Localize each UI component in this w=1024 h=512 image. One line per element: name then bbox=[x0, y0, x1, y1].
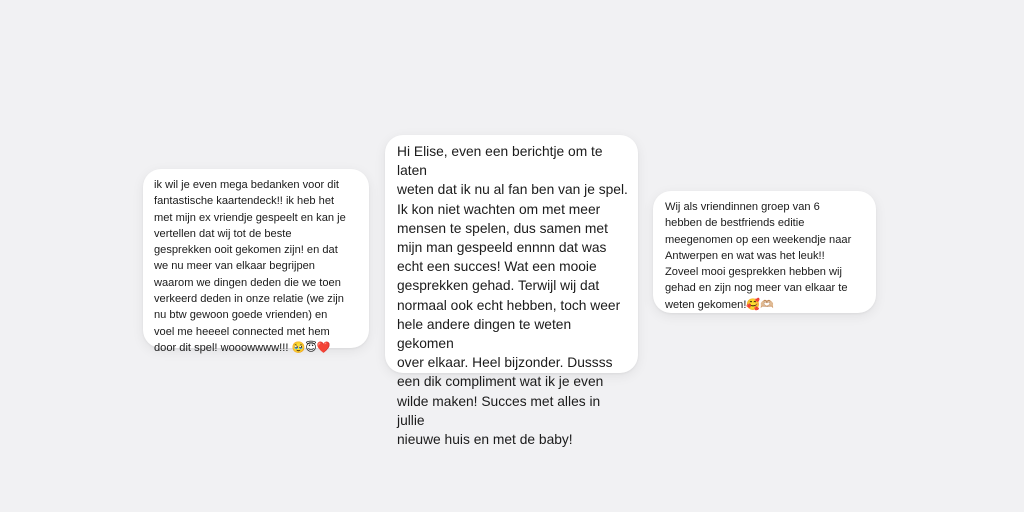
message-text: ik wil je even mega bedanken voor dit fantastische kaartendeck!! ik heb het met mijn ex vriendje gespeelt en kan je vertellen dat wij tot de beste gesprekken ooit gekomen zijn! en dat we nu meer van elkaar begrijpen waarom we dingen deden die we toen verkeerd deden in onze relatie (we zijn nu btw gewoon goede vrienden) en voel me heeeel connected met hem door dit spel! wooowwww!!! 🥹😇❤️ bbox=[154, 179, 346, 354]
message-text: Hi Elise, even een berichtje om te laten weten dat ik nu al fan ben van je spel. Ik kon niet wachten om met meer mensen te spelen, dus samen met mijn man gespeeld ennnn dat was echt een succes! Wat een mooie gesprekken gehad. Terwijl wij dat normaal ook echt hebben, toch weer hele andere dingen te weten gekomen over elkaar. Heel bijzonder. Dussss een dik compliment wat ik je even wilde maken! Succes met alles in jullie nieuwe huis en met de baby! bbox=[397, 144, 628, 448]
message-card-3 bbox=[653, 191, 876, 313]
message-text: Wij als vriendinnen groep van 6 hebben de bestfriends editie meegenomen op een weekendje naar Antwerpen en wat was het leuk!! Zoveel mooi gesprekken hebben wij gehad en zijn nog meer van elkaar te weten gekomen!🥰🫶🏼 bbox=[665, 201, 852, 311]
message-card-2 bbox=[385, 135, 638, 448]
message-card-1 bbox=[143, 169, 369, 354]
